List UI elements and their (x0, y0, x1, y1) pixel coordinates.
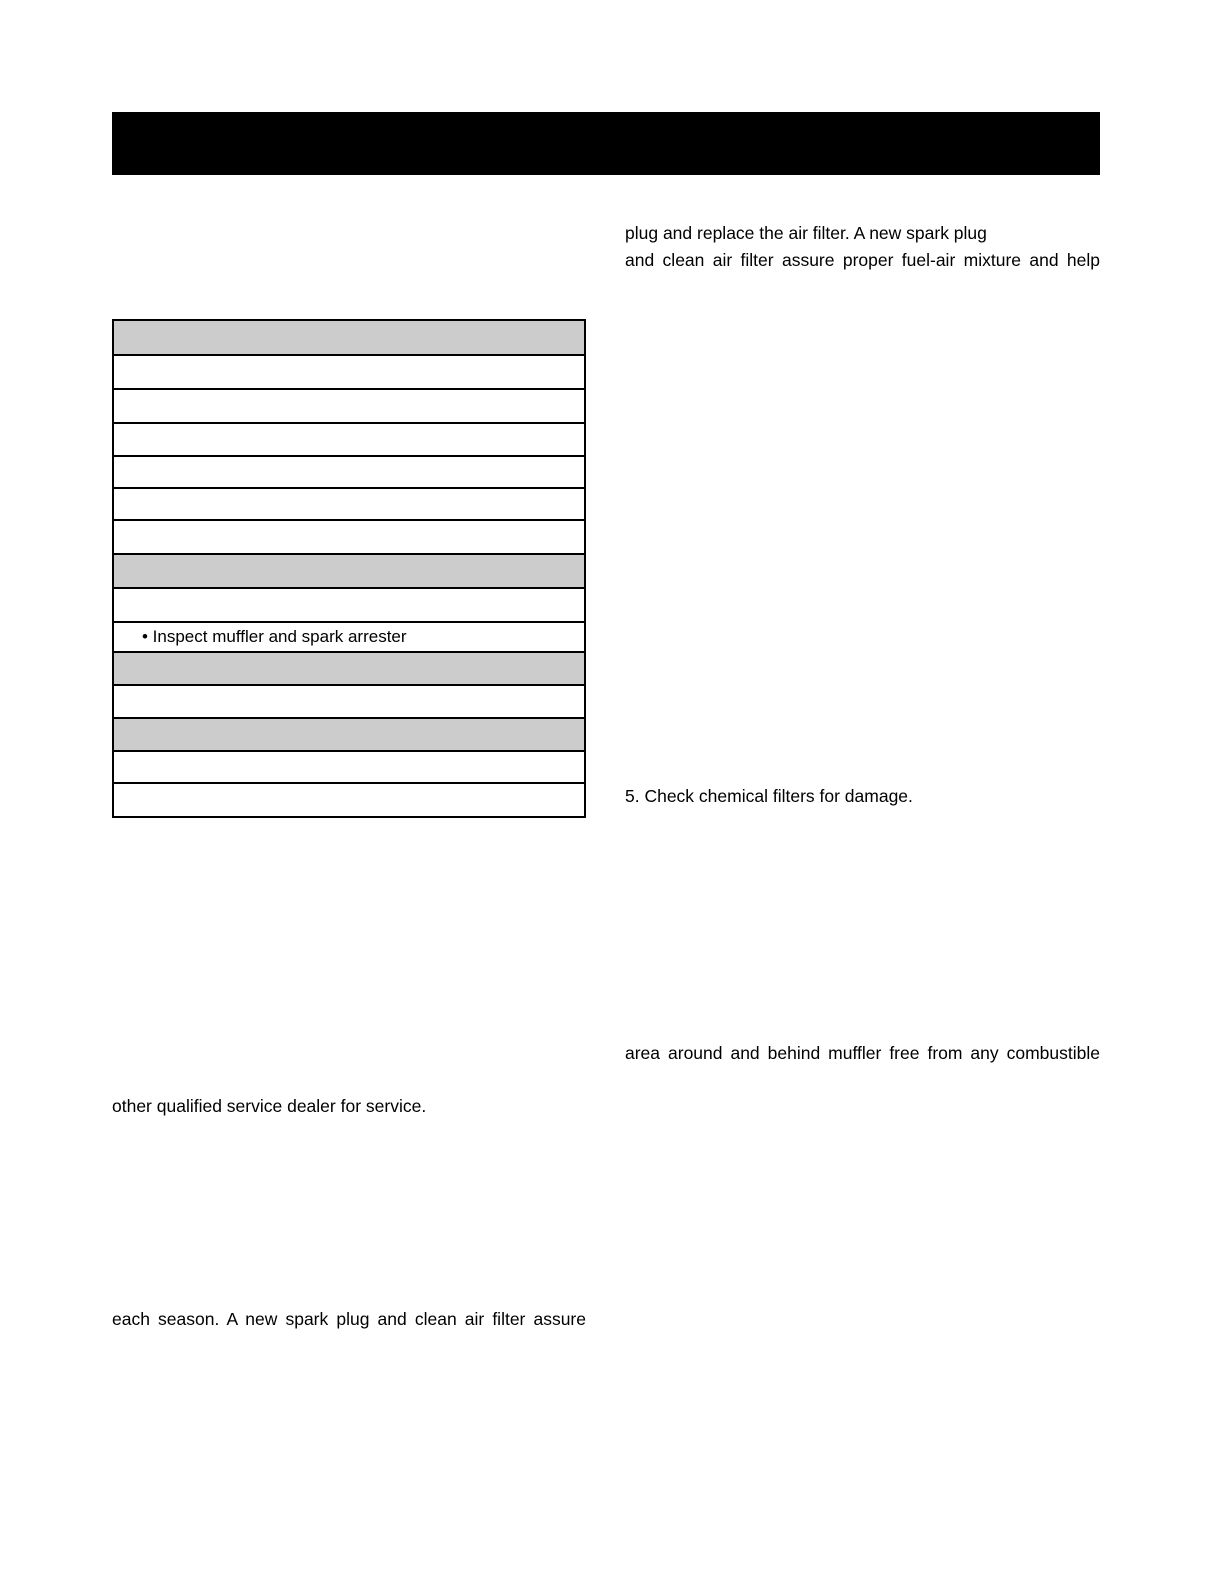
section-header-bar (112, 112, 1100, 175)
table-row (114, 424, 584, 457)
left-text-line: each season. A new spark plug and clean air filter assure (112, 1309, 586, 1329)
right-text-line: and clean air filter assure proper fuel-air mixture and help (625, 250, 1100, 270)
table-row (114, 653, 584, 686)
table-row (114, 752, 584, 784)
table-row (114, 390, 584, 424)
table-row (114, 719, 584, 752)
table-row (114, 623, 584, 653)
table-row (114, 321, 584, 356)
table-row (114, 457, 584, 489)
step-5-text: 5. Check chemical filters for damage. (625, 786, 913, 806)
table-row (114, 555, 584, 589)
right-text-line: area around and behind muffler free from any combustible (625, 1043, 1100, 1063)
table-row (114, 784, 584, 818)
table-row (114, 521, 584, 555)
right-text-line: plug and replace the air filter. A new spark plug (625, 223, 987, 243)
table-row (114, 589, 584, 623)
table-row (114, 356, 584, 390)
maintenance-schedule-table (112, 319, 586, 818)
table-cell-text: • Inspect muffler and spark arrester (142, 627, 407, 646)
table-row (114, 686, 584, 719)
table-row (114, 489, 584, 521)
left-text-line: other qualified service dealer for service. (112, 1096, 427, 1116)
